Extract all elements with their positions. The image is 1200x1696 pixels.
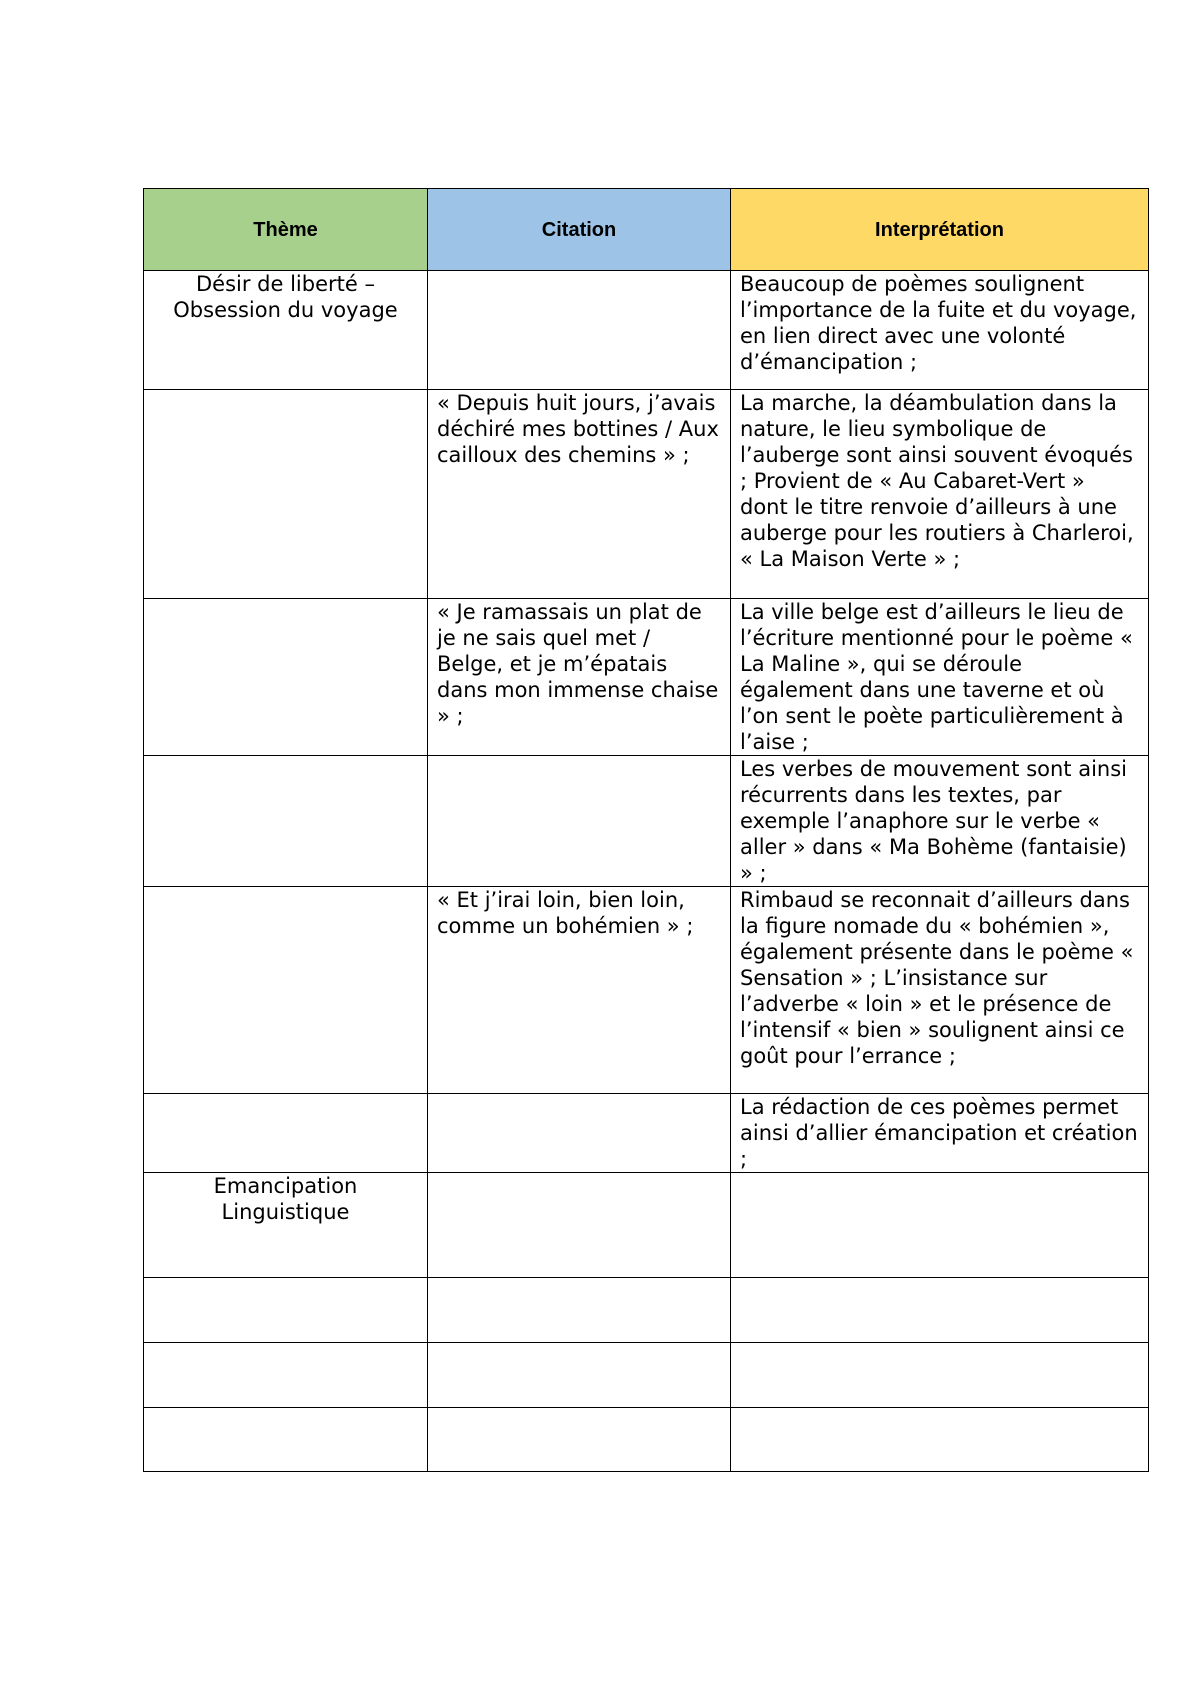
table-row <box>144 599 1149 756</box>
interpretation-cell <box>731 1173 1149 1278</box>
citation-cell: « Je ramassais un plat de je ne sais quel met / Belge, et je m’épatais dans mon immense chaise » ; <box>428 599 731 756</box>
citation-cell <box>428 1094 731 1173</box>
citation-cell <box>428 1343 731 1408</box>
interpretation-cell <box>731 1343 1149 1408</box>
citation-cell <box>428 1173 731 1278</box>
interpretation-cell: Rimbaud se reconnait d’ailleurs dans la figure nomade du « bohémien », également présente dans le poème « Sensation » ; L’insistance sur l’adverbe « loin » et le présence de l’intensif « bien » soulignent ainsi ce goût pour l’errance ; <box>731 887 1149 1094</box>
interpretation-cell: La marche, la déambulation dans la nature, le lieu symbolique de l’auberge sont ainsi souvent évoqués ; Provient de « Au Cabaret-Vert » dont le titre renvoie d’ailleurs à une auberge pour les routiers à Charleroi, « La Maison Verte » ; <box>731 390 1149 599</box>
table-row <box>144 390 1149 599</box>
header-citation: Citation <box>428 189 731 271</box>
table-header-row <box>144 189 1149 271</box>
interpretation-cell: La rédaction de ces poèmes permet ainsi d’allier émancipation et création ; <box>731 1094 1149 1173</box>
citation-cell <box>428 271 731 390</box>
theme-cell <box>144 1278 428 1343</box>
citation-cell: « Depuis huit jours, j’avais déchiré mes bottines / Aux cailloux des chemins » ; <box>428 390 731 599</box>
table-row <box>144 1408 1149 1472</box>
citation-cell <box>428 756 731 887</box>
citation-cell <box>428 1408 731 1472</box>
table-row <box>144 1343 1149 1408</box>
citation-cell: « Et j’irai loin, bien loin, comme un bohémien » ; <box>428 887 731 1094</box>
header-theme: Thème <box>144 189 428 271</box>
theme-cell <box>144 1408 428 1472</box>
header-interpretation: Interprétation <box>731 189 1149 271</box>
table-row <box>144 1094 1149 1173</box>
table-row <box>144 756 1149 887</box>
theme-cell <box>144 1094 428 1173</box>
theme-cell <box>144 390 428 599</box>
theme-cell <box>144 599 428 756</box>
interpretation-cell <box>731 1408 1149 1472</box>
theme-cell: Emancipation Linguistique <box>144 1173 428 1278</box>
theme-cell <box>144 887 428 1094</box>
interpretation-cell: Beaucoup de poèmes soulignent l’importance de la fuite et du voyage, en lien direct avec une volonté d’émancipation ; <box>731 271 1149 390</box>
interpretation-cell: La ville belge est d’ailleurs le lieu de l’écriture mentionné pour le poème « La Maline », qui se déroule également dans une taverne et où l’on sent le poète particulièrement à l’aise ; <box>731 599 1149 756</box>
theme-cell <box>144 1343 428 1408</box>
theme-cell <box>144 756 428 887</box>
theme-cell: Désir de liberté – Obsession du voyage <box>144 271 428 390</box>
interpretation-cell: Les verbes de mouvement sont ainsi récurrents dans les textes, par exemple l’anaphore sur le verbe « aller » dans « Ma Bohème (fantaisie) » ; <box>731 756 1149 887</box>
citation-cell <box>428 1278 731 1343</box>
table-row <box>144 1173 1149 1278</box>
table-row <box>144 271 1149 390</box>
table-row <box>144 887 1149 1094</box>
analysis-table <box>143 188 1149 1472</box>
interpretation-cell <box>731 1278 1149 1343</box>
table-row <box>144 1278 1149 1343</box>
